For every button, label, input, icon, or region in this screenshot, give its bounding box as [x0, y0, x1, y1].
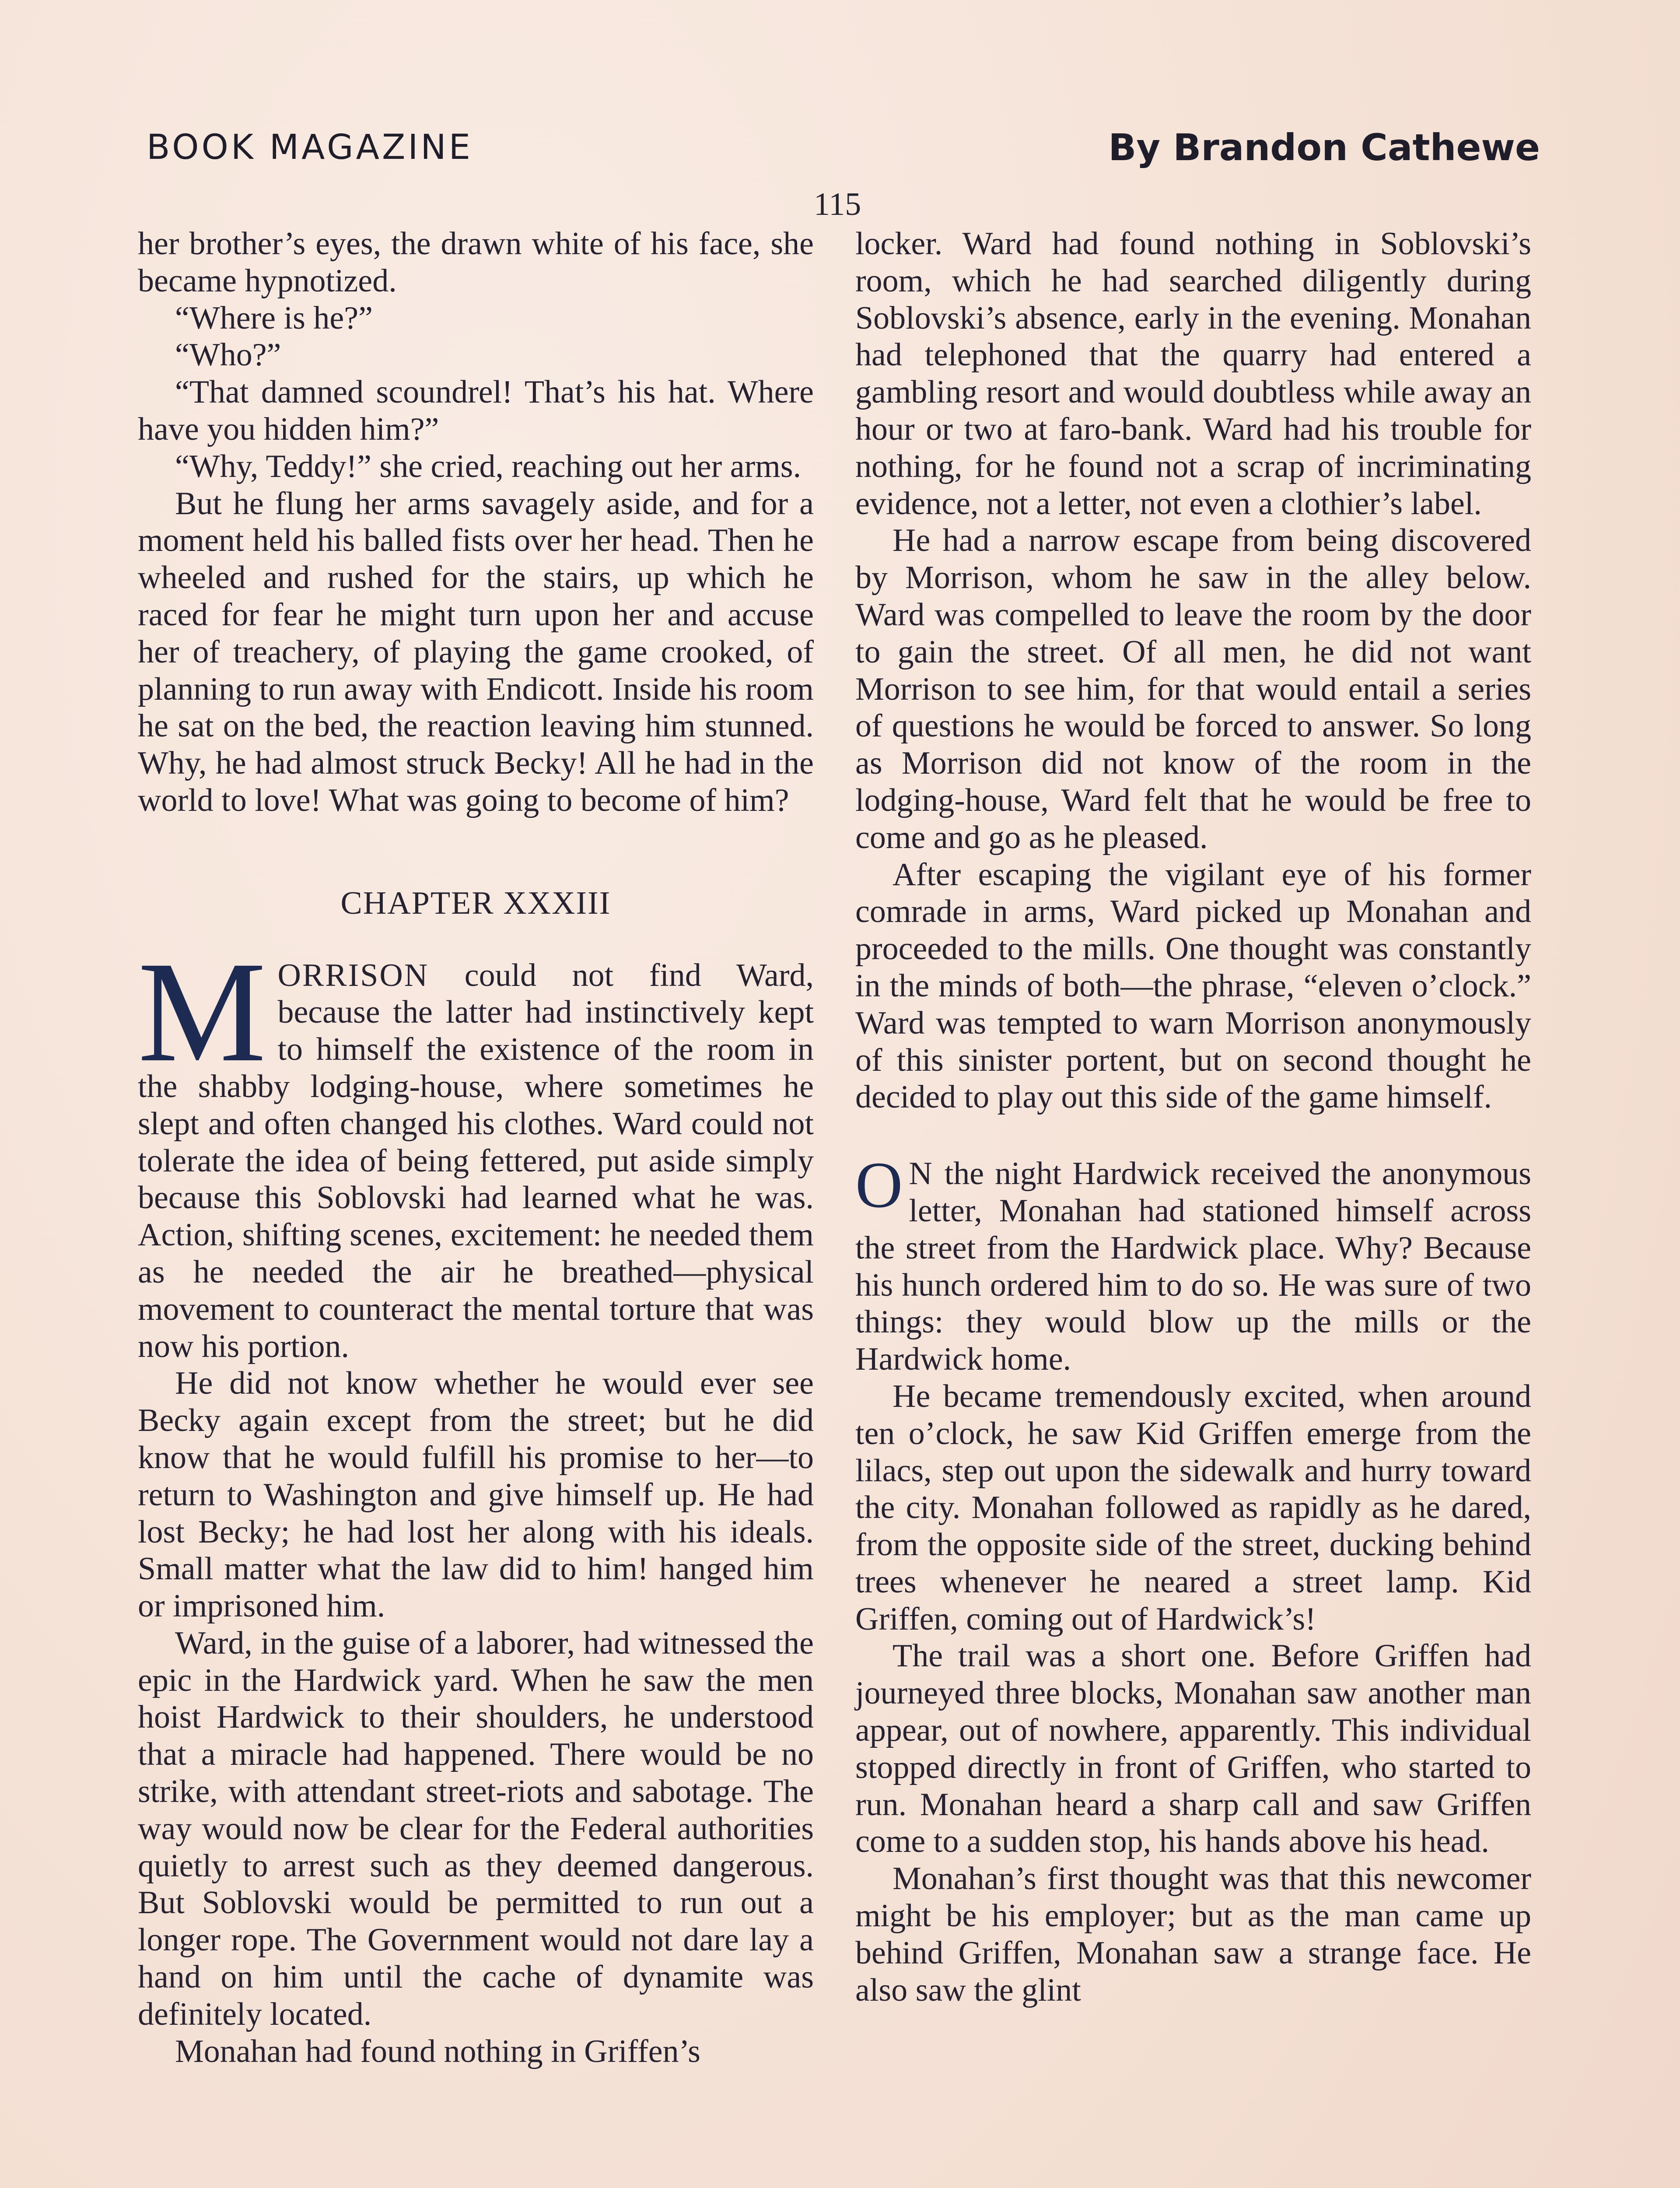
drop-cap: O: [855, 1149, 903, 1222]
paragraph: her brother’s eyes, the drawn white of his face, she became hypnotized.: [138, 226, 814, 299]
right-text-column: [855, 225, 1531, 2009]
paragraph-text: the night Hardwick received the anonymous letter, Monahan had stationed himself across the street from the Hardwick place. Why? Because his hunch ordered him to do so. He was sure of two things: they would blow up the mills or the Hardwick home.: [855, 1156, 1531, 1378]
chapter-heading: CHAPTER XXXIII: [340, 885, 611, 921]
paragraph: locker. Ward had found nothing in Soblovski’s room, which he had searched diligently during Soblovski’s absence, early in the evening. Monahan had telephoned that the quarry had entered a gambling resort and would doubtless while away an hour or two at faro-bank. Ward had his trouble for nothing, for he found not a scrap of incriminating evidence, not a letter, not even a clothier’s label.: [855, 226, 1531, 522]
paragraph: The trail was a short one. Before Griffen had journeyed three blocks, Monahan saw another man appear, out of nowhere, apparently. This individual stopped directly in front of Griffen, who started to run. Monahan heard a sharp call and saw Griffen come to a sudden stop, his hands above his head.: [855, 1638, 1531, 1860]
paragraph: “Why, Teddy!” she cried, reaching out her arms.: [175, 448, 802, 484]
chapter-opening-paragraph: [138, 932, 814, 1365]
paragraph: “Where is he?”: [175, 300, 373, 336]
paragraph: “Who?”: [175, 337, 281, 373]
paragraph: After escaping the vigilant eye of his former comrade in arms, Ward picked up Monahan and proceeded to the mills. One thought was constantly in the minds of both—the phrase, “eleven o’clock.” Ward was tempted to warn Morrison anonymously of this sinister portent, but on second thought he decided to play out this side of the game himself.: [855, 856, 1531, 1115]
left-text-column: [138, 225, 814, 2070]
author-byline: By Brandon Cathewe: [1108, 126, 1540, 169]
paragraph: Monahan had found nothing in Griffen’s: [175, 2033, 700, 2069]
paragraph: He did not know whether he would ever see Becky again except from the street; but he did know that he would fulfill his promise to her—to return to Washington and give himself up. He had lost Becky; he had lost her along with his ideals. Small matter what the law did to him! hanged him or imprisoned him.: [138, 1365, 814, 1624]
paragraph: “That damned scoundrel! That’s his hat. Where have you hidden him?”: [138, 374, 814, 447]
magazine-title: BOOK MAGAZINE: [147, 128, 473, 167]
paragraph: He had a narrow escape from being discovered by Morrison, whom he saw in the alley below. Ward was compelled to leave the room by the door to gain the street. Of all men, he did not want Morrison to see him, for that would entail a series of questions he would be forced to answer. So long as Morrison did not know of the room in the lodging-house, Ward felt that he would be free to come and go as he pleased.: [855, 522, 1531, 856]
paragraph: Ward, in the guise of a laborer, had witnessed the epic in the Hardwick yard. When he saw the men hoist Hardwick to their shoulders, he understood that a miracle had happened. There would be no strike, with attendant street-riots and sabotage. The way would now be clear for the Federal authorities quietly to arrest such as they deemed dangerous. But Soblovski would be permitted to run out a longer rope. The Government would not dare lay a hand on him until the cache of dynamite was definitely located.: [138, 1625, 814, 2032]
opening-word: ORRISON: [277, 957, 429, 993]
paragraph: He became tremendously excited, when around ten o’clock, he saw Kid Griffen emerge from the lilacs, step out upon the sidewalk and hurry toward the city. Monahan followed as rapidly as he dared, from the opposite side of the street, ducking behind trees whenever he neared a street lamp. Kid Griffen, coming out of Hardwick’s!: [855, 1378, 1531, 1637]
paragraph: But he flung her arms savagely aside, and for a moment held his balled fists over her head. Then he wheeled and rushed for the stairs, up which he raced for fear he might turn upon her and accuse her of treachery, of playing the game crooked, of planning to run away with Endicott. Inside his room he sat on the bed, the reaction leaving him stunned. Why, he had almost struck Becky! All he had in the world to love! What was going to become of him?: [138, 485, 814, 818]
section-opening-paragraph: [855, 1149, 1531, 1378]
opening-word: N: [909, 1156, 934, 1192]
page-number: 115: [814, 186, 861, 222]
paragraph: Monahan’s first thought was that this newcomer might be his employer; but as the man came up behind Griffen, Monahan saw a strange face. He also saw the glint: [855, 1861, 1531, 2008]
drop-cap: M: [138, 932, 266, 1092]
paragraph-text: could not find Ward, because the latter had instinctively kept to himself the existence of the room in the shabby lodging-house, where sometimes he slept and often changed his clothes. Ward could not tolerate the idea of being fettered, put aside simply because this Soblovski had learned what he was. Action, shifting scenes, excitement: he needed them as he needed the air he breathed—physical movement to counteract the mental torture that was now his portion.: [138, 957, 814, 1364]
